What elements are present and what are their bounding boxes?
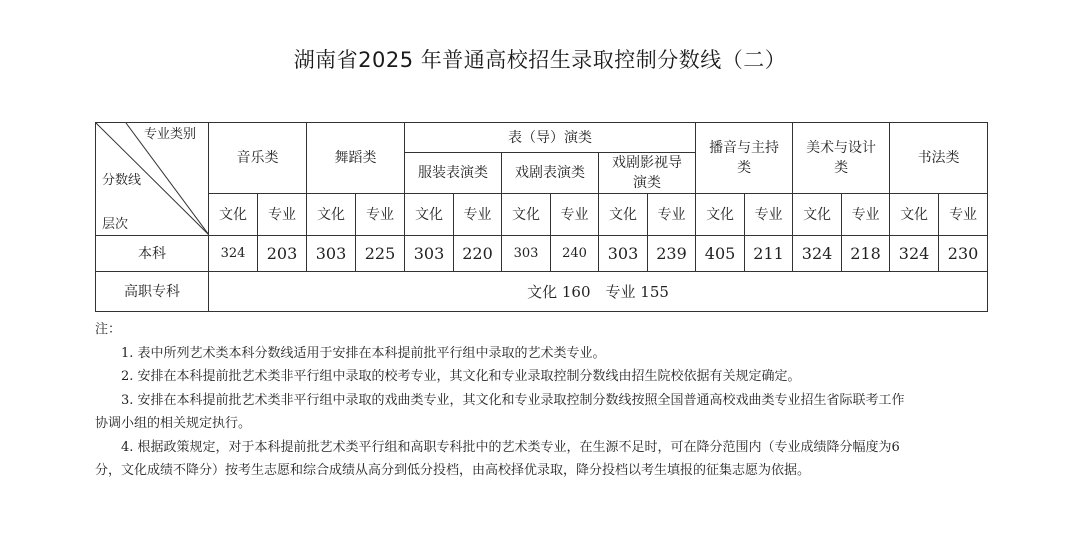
sub-culture: 文化 bbox=[209, 194, 258, 236]
header-perform-group: 表（导）演类 bbox=[405, 123, 696, 153]
sub-culture: 文化 bbox=[696, 194, 745, 236]
sub-culture: 文化 bbox=[502, 194, 551, 236]
sub-culture: 文化 bbox=[890, 194, 939, 236]
row-label-vocational: 高职专科 bbox=[96, 272, 209, 312]
sub-major: 专业 bbox=[454, 194, 502, 236]
vocational-score-cell: 文化 160 专业 155 bbox=[209, 272, 988, 312]
score-cell: 220 bbox=[454, 236, 502, 272]
score-cell: 303 bbox=[599, 236, 648, 272]
sub-major: 专业 bbox=[745, 194, 793, 236]
diag-label-score: 分数线 bbox=[102, 173, 142, 188]
score-cell: 203 bbox=[258, 236, 307, 272]
sub-culture: 文化 bbox=[599, 194, 648, 236]
score-cell: 303 bbox=[502, 236, 551, 272]
sub-major: 专业 bbox=[842, 194, 890, 236]
header-calligraphy: 书法类 bbox=[890, 123, 988, 194]
diag-label-level: 层次 bbox=[102, 217, 129, 232]
note-4-line-2: 分，文化成绩不降分）按考生志愿和综合成绩从高分到低分投档，由高校择优录取，降分投档以考生填报的征集志愿为依据。 bbox=[95, 463, 811, 478]
sub-culture: 文化 bbox=[793, 194, 842, 236]
note-1: 1. 表中所列艺术类本科分数线适用于安排在本科提前批平行组中录取的艺术类专业。 bbox=[121, 345, 606, 361]
sub-culture: 文化 bbox=[405, 194, 454, 236]
score-cell: 303 bbox=[307, 236, 356, 272]
header-art-design: 美术与设计类 bbox=[793, 123, 890, 194]
notes-section bbox=[95, 318, 990, 483]
score-cell: 324 bbox=[209, 236, 258, 272]
sub-major: 专业 bbox=[648, 194, 696, 236]
score-cell: 240 bbox=[551, 236, 599, 272]
note-3-line-2: 协调小组的相关规定执行。 bbox=[95, 416, 252, 431]
score-cell: 225 bbox=[356, 236, 405, 272]
sub-culture: 文化 bbox=[307, 194, 356, 236]
note-2: 2. 安排在本科提前批艺术类非平行组中录取的校考专业，其文化和专业录取控制分数线由招生院校依据有关规定确定。 bbox=[121, 369, 801, 384]
notes-label: 注： bbox=[95, 322, 122, 337]
sub-major: 专业 bbox=[356, 194, 405, 236]
diag-label-category: 专业类别 bbox=[144, 127, 197, 142]
score-cell: 324 bbox=[793, 236, 842, 272]
score-cell: 239 bbox=[648, 236, 696, 272]
score-cell: 303 bbox=[405, 236, 454, 272]
sub-major: 专业 bbox=[258, 194, 307, 236]
note-3-line-1: 3. 安排在本科提前批艺术类非平行组中录取的戏曲类专业，其文化和专业录取控制分数线按照全国普通高校戏曲类专业招生省际联考工作 bbox=[121, 392, 905, 408]
header-dance: 舞蹈类 bbox=[307, 123, 405, 194]
header-fashion: 服装表演类 bbox=[405, 153, 502, 194]
score-cell: 230 bbox=[939, 236, 988, 272]
note-4-line-1: 4. 根据政策规定，对于本科提前批艺术类平行组和高职专科批中的艺术类专业，在生源不足时，可在降分范围内（专业成绩降分幅度为6 bbox=[121, 439, 900, 455]
row-label-undergrad: 本科 bbox=[96, 236, 209, 272]
table-row-undergrad bbox=[96, 236, 988, 272]
sub-major: 专业 bbox=[551, 194, 599, 236]
sub-major: 专业 bbox=[939, 194, 988, 236]
score-cell: 405 bbox=[696, 236, 745, 272]
table-row-vocational bbox=[96, 272, 988, 312]
header-drama: 戏剧表演类 bbox=[502, 153, 599, 194]
header-music: 音乐类 bbox=[209, 123, 307, 194]
page-title: 湖南省2025 年普通高校招生录取控制分数线（二） bbox=[293, 48, 787, 72]
score-cell: 218 bbox=[842, 236, 890, 272]
score-cell: 324 bbox=[890, 236, 939, 272]
diagonal-header-cell bbox=[96, 123, 209, 236]
header-film: 戏剧影视导演类 bbox=[599, 153, 696, 194]
header-broadcast: 播音与主持类 bbox=[696, 123, 793, 194]
score-table bbox=[95, 122, 988, 312]
score-cell: 211 bbox=[745, 236, 793, 272]
